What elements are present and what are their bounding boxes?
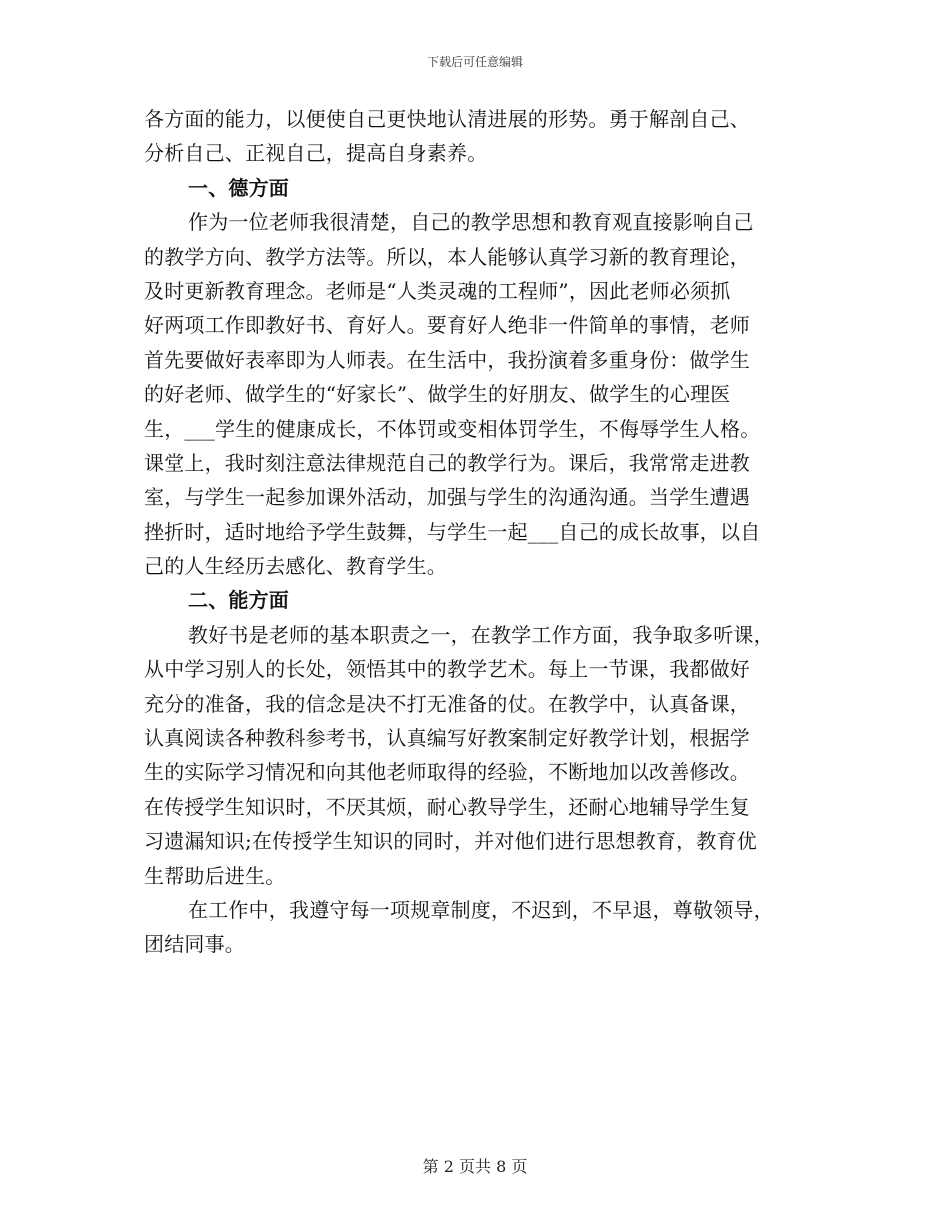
- paragraph-line: 挫折时，适时地给予学生鼓舞，与学生一起___自己的成长故事，以自: [144, 519, 761, 544]
- paragraph-line: 生帮助后进生。: [144, 863, 286, 888]
- paragraph-line: 及时更新教育理念。老师是“人类灵魂的工程师”，因此老师必须抓: [144, 278, 731, 303]
- paragraph-line: 在传授学生知识时，不厌其烦，耐心教导学生，还耐心地辅导学生复: [144, 794, 750, 819]
- page-header: 下载后可任意编辑: [426, 55, 523, 69]
- paragraph-line: 认真阅读各种教科参考书，认真编写好教案制定好教学计划，根据学: [144, 726, 750, 751]
- paragraph-line: 各方面的能力，以便使自己更快地认清进展的形势。勇于解剖自己、: [144, 107, 750, 131]
- paragraph-line: 从中学习别人的长处，领悟其中的教学艺术。每上一节课，我都做好: [144, 657, 750, 682]
- section-heading: 二、能方面: [188, 588, 289, 613]
- document-body: [144, 102, 810, 962]
- paragraph-line: 生，___学生的健康成长，不体罚或变相体罚学生，不侮辱学生人格。: [144, 416, 761, 441]
- paragraph-line: 的教学方向、教学方法等。所以，本人能够认真学习新的教育理论，: [144, 244, 750, 269]
- section-heading: 一、德方面: [188, 175, 289, 200]
- paragraph-line: 团结同事。: [144, 932, 245, 957]
- paragraph-line: 在工作中，我遵守每一项规章制度，不迟到，不早退，尊敬领导，: [188, 897, 774, 922]
- paragraph-line: 己的人生经历去感化、教育学生。: [144, 554, 447, 579]
- paragraph-line: 作为一位老师我很清楚，自己的教学思想和教育观直接影响自己: [188, 210, 754, 235]
- page-footer: 第 2 页共 8 页: [422, 1157, 528, 1176]
- paragraph-line: 室，与学生一起参加课外活动，加强与学生的沟通沟通。当学生遭遇: [144, 485, 750, 510]
- paragraph-line: 课堂上，我时刻注意法律规范自己的教学行为。课后，我常常走进教: [144, 450, 750, 475]
- paragraph-line: 分析自己、正视自己，提高自身素养。: [144, 141, 488, 166]
- paragraph-line: 的好老师、做学生的“好家长”、做学生的好朋友、做学生的心理医: [144, 382, 731, 407]
- paragraph-line: 充分的准备，我的信念是决不打无准备的仗。在教学中，认真备课，: [144, 691, 750, 716]
- paragraph-line: 习遗漏知识;在传授学生知识的同时，并对他们进行思想教育，教育优: [144, 829, 757, 854]
- paragraph-line: 首先要做好表率即为人师表。在生活中，我扮演着多重身份：做学生: [144, 347, 750, 372]
- paragraph-line: 生的实际学习情况和向其他老师取得的经验，不断地加以改善修改。: [144, 760, 750, 785]
- paragraph-line: 好两项工作即教好书、育好人。要育好人绝非一件简单的事情，老师: [144, 313, 750, 338]
- paragraph-line: 教好书是老师的基本职责之一，在教学工作方面，我争取多听课，: [188, 622, 774, 647]
